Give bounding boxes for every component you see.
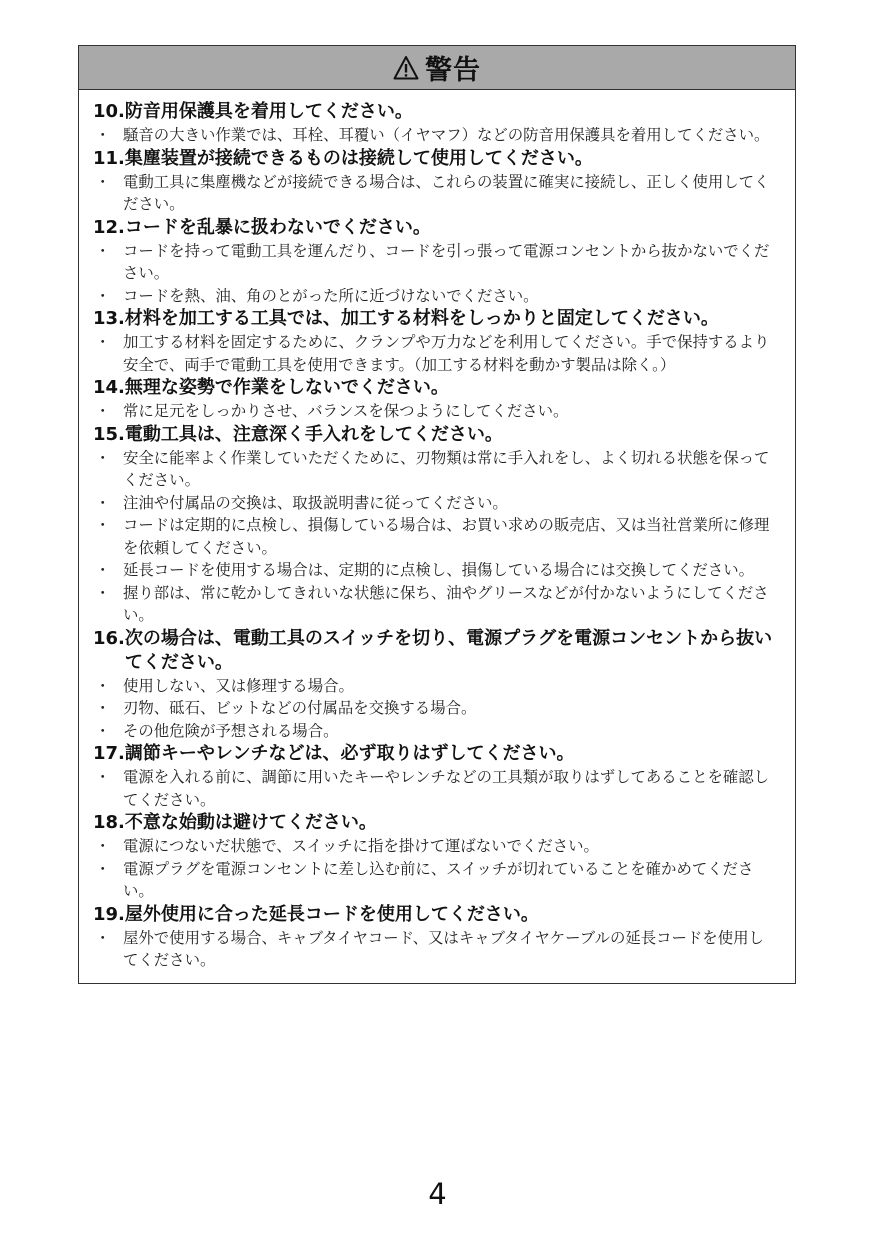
bullet-text: 使用しない、又は修理する場合。 — [123, 676, 354, 695]
section-number: 11. — [93, 147, 125, 169]
bullet-item — [93, 697, 777, 720]
section-number: 19. — [93, 903, 125, 925]
bullet-text: 騒音の大きい作業では、耳栓、耳覆い（イヤマフ）などの防音用保護具を着用してください。 — [123, 126, 770, 144]
section-heading — [93, 376, 777, 400]
bullet-mark: ・ — [95, 768, 111, 786]
section-heading — [93, 100, 777, 124]
bullet-item — [93, 675, 777, 698]
bullet-text: 電源を入れる前に、調節に用いたキーやレンチなどの工具類が取りはずしてあることを確認してください。 — [123, 768, 770, 809]
warning-body — [79, 90, 795, 983]
bullet-text: 電動工具に集塵機などが接続できる場合は、これらの装置に確実に接続し、正しく使用してください。 — [123, 172, 770, 213]
warning-box — [78, 45, 796, 984]
bullet-text: 加工する材料を固定するために、クランプや万力などを利用してください。手で保持するより安全で、両手で電動工具を使用できます。（加工する材料を動かす製品は除く。） — [123, 333, 770, 374]
bullet-mark: ・ — [95, 516, 111, 534]
section-number: 17. — [93, 743, 125, 764]
section-title: 集塵装置が接続できるものは接続して使用してください。 — [124, 147, 593, 169]
bullet-item — [93, 492, 777, 515]
section-heading — [93, 423, 777, 447]
bullet-text: コードは定期的に点検し、損傷している場合は、お買い求めの販売店、又は当社営業所に修理を依頼してください。 — [123, 516, 770, 557]
section-title: 電動工具は、注意深く手入れをしてください。 — [124, 423, 503, 445]
bullet-mark: ・ — [95, 241, 111, 260]
bullet-item — [93, 766, 777, 811]
section-title: 次の場合は、電動工具のスイッチを切り、電源プラグを電源コンセントから抜いてください。 — [124, 627, 773, 673]
section-heading — [93, 742, 777, 766]
section-title: 防音用保護具を着用してください。 — [124, 101, 413, 122]
bullet-item — [93, 927, 777, 972]
bullet-mark: ・ — [95, 583, 111, 602]
section-title: 屋外使用に合った延長コードを使用してください。 — [124, 903, 539, 925]
bullet-item — [93, 285, 777, 308]
bullet-mark: ・ — [95, 721, 111, 740]
section-number: 18. — [93, 812, 125, 833]
bullet-text: 刃物、砥石、ビットなどの付属品を交換する場合。 — [123, 699, 477, 717]
bullet-mark: ・ — [95, 286, 111, 305]
section-heading — [93, 811, 777, 835]
bullet-mark: ・ — [95, 928, 111, 947]
bullet-item — [93, 124, 777, 147]
bullet-item — [93, 582, 777, 627]
warning-header — [79, 46, 795, 90]
bullet-mark: ・ — [95, 126, 111, 144]
bullet-text: 延長コードを使用する場合は、定期的に点検し、損傷している場合には交換してください。 — [123, 561, 755, 579]
bullet-text: 注油や付属品の交換は、取扱説明書に従ってください。 — [123, 493, 508, 512]
bullet-item — [93, 559, 777, 582]
section-number: 14. — [93, 377, 125, 398]
page-number: 4 — [428, 1177, 447, 1211]
bullet-text: コードを持って電動工具を運んだり、コードを引っ張って電源コンセントから抜かないでください。 — [123, 241, 770, 282]
warning-triangle-icon — [393, 55, 419, 81]
bullet-text: 電源につないだ状態で、スイッチに指を掛けて運ばないでください。 — [123, 837, 599, 855]
bullet-text: コードを熱、油、角のとがった所に近づけないでください。 — [123, 286, 539, 305]
bullet-item — [93, 400, 777, 423]
bullet-item — [93, 514, 777, 559]
bullet-mark: ・ — [95, 561, 111, 579]
section-title: 不意な始動は避けてください。 — [124, 812, 377, 833]
warning-title: 警告 — [425, 55, 481, 86]
bullet-mark: ・ — [95, 859, 111, 878]
bullet-item — [93, 331, 777, 376]
section-heading — [93, 307, 777, 331]
section-title: 無理な姿勢で作業をしないでください。 — [124, 377, 449, 398]
bullet-mark: ・ — [95, 837, 111, 855]
bullet-text: 常に足元をしっかりさせ、バランスを保つようにしてください。 — [123, 402, 569, 420]
section-number: 12. — [93, 216, 125, 238]
bullet-item — [93, 720, 777, 743]
bullet-mark: ・ — [95, 333, 111, 351]
bullet-text: その他危険が予想される場合。 — [123, 721, 339, 740]
section-number: 10. — [93, 101, 125, 122]
section-heading — [93, 627, 777, 675]
bullet-text: 握り部は、常に乾かしてきれいな状態に保ち、油やグリースなどが付かないようにしてください。 — [123, 583, 769, 624]
section-title: 材料を加工する工具では、加工する材料をしっかりと固定してください。 — [124, 308, 719, 329]
section-heading — [93, 147, 777, 171]
bullet-text: 安全に能率よく作業していただくために、刃物類は常に手入れをし、よく切れる状態を保ってください。 — [123, 448, 770, 489]
section-title: コードを乱暴に扱わないでください。 — [124, 216, 431, 238]
bullet-mark: ・ — [95, 448, 111, 467]
bullet-item — [93, 835, 777, 858]
bullet-item — [93, 447, 777, 492]
bullet-item — [93, 858, 777, 903]
section-number: 16. — [93, 627, 125, 649]
bullet-mark: ・ — [95, 172, 111, 191]
bullet-mark: ・ — [95, 676, 111, 695]
section-number: 15. — [93, 423, 125, 445]
bullet-mark: ・ — [95, 402, 111, 420]
section-number: 13. — [93, 308, 125, 329]
bullet-item — [93, 171, 777, 216]
bullet-text: 屋外で使用する場合、キャブタイヤコード、又はキャブタイヤケーブルの延長コードを使用してください。 — [123, 928, 764, 969]
bullet-item — [93, 240, 777, 285]
bullet-mark: ・ — [95, 493, 111, 512]
section-heading — [93, 216, 777, 240]
bullet-mark: ・ — [95, 699, 111, 717]
bullet-text: 電源プラグを電源コンセントに差し込む前に、スイッチが切れていることを確かめてください。 — [123, 859, 754, 900]
section-title: 調節キーやレンチなどは、必ず取りはずしてください。 — [124, 743, 575, 764]
section-heading — [93, 903, 777, 927]
